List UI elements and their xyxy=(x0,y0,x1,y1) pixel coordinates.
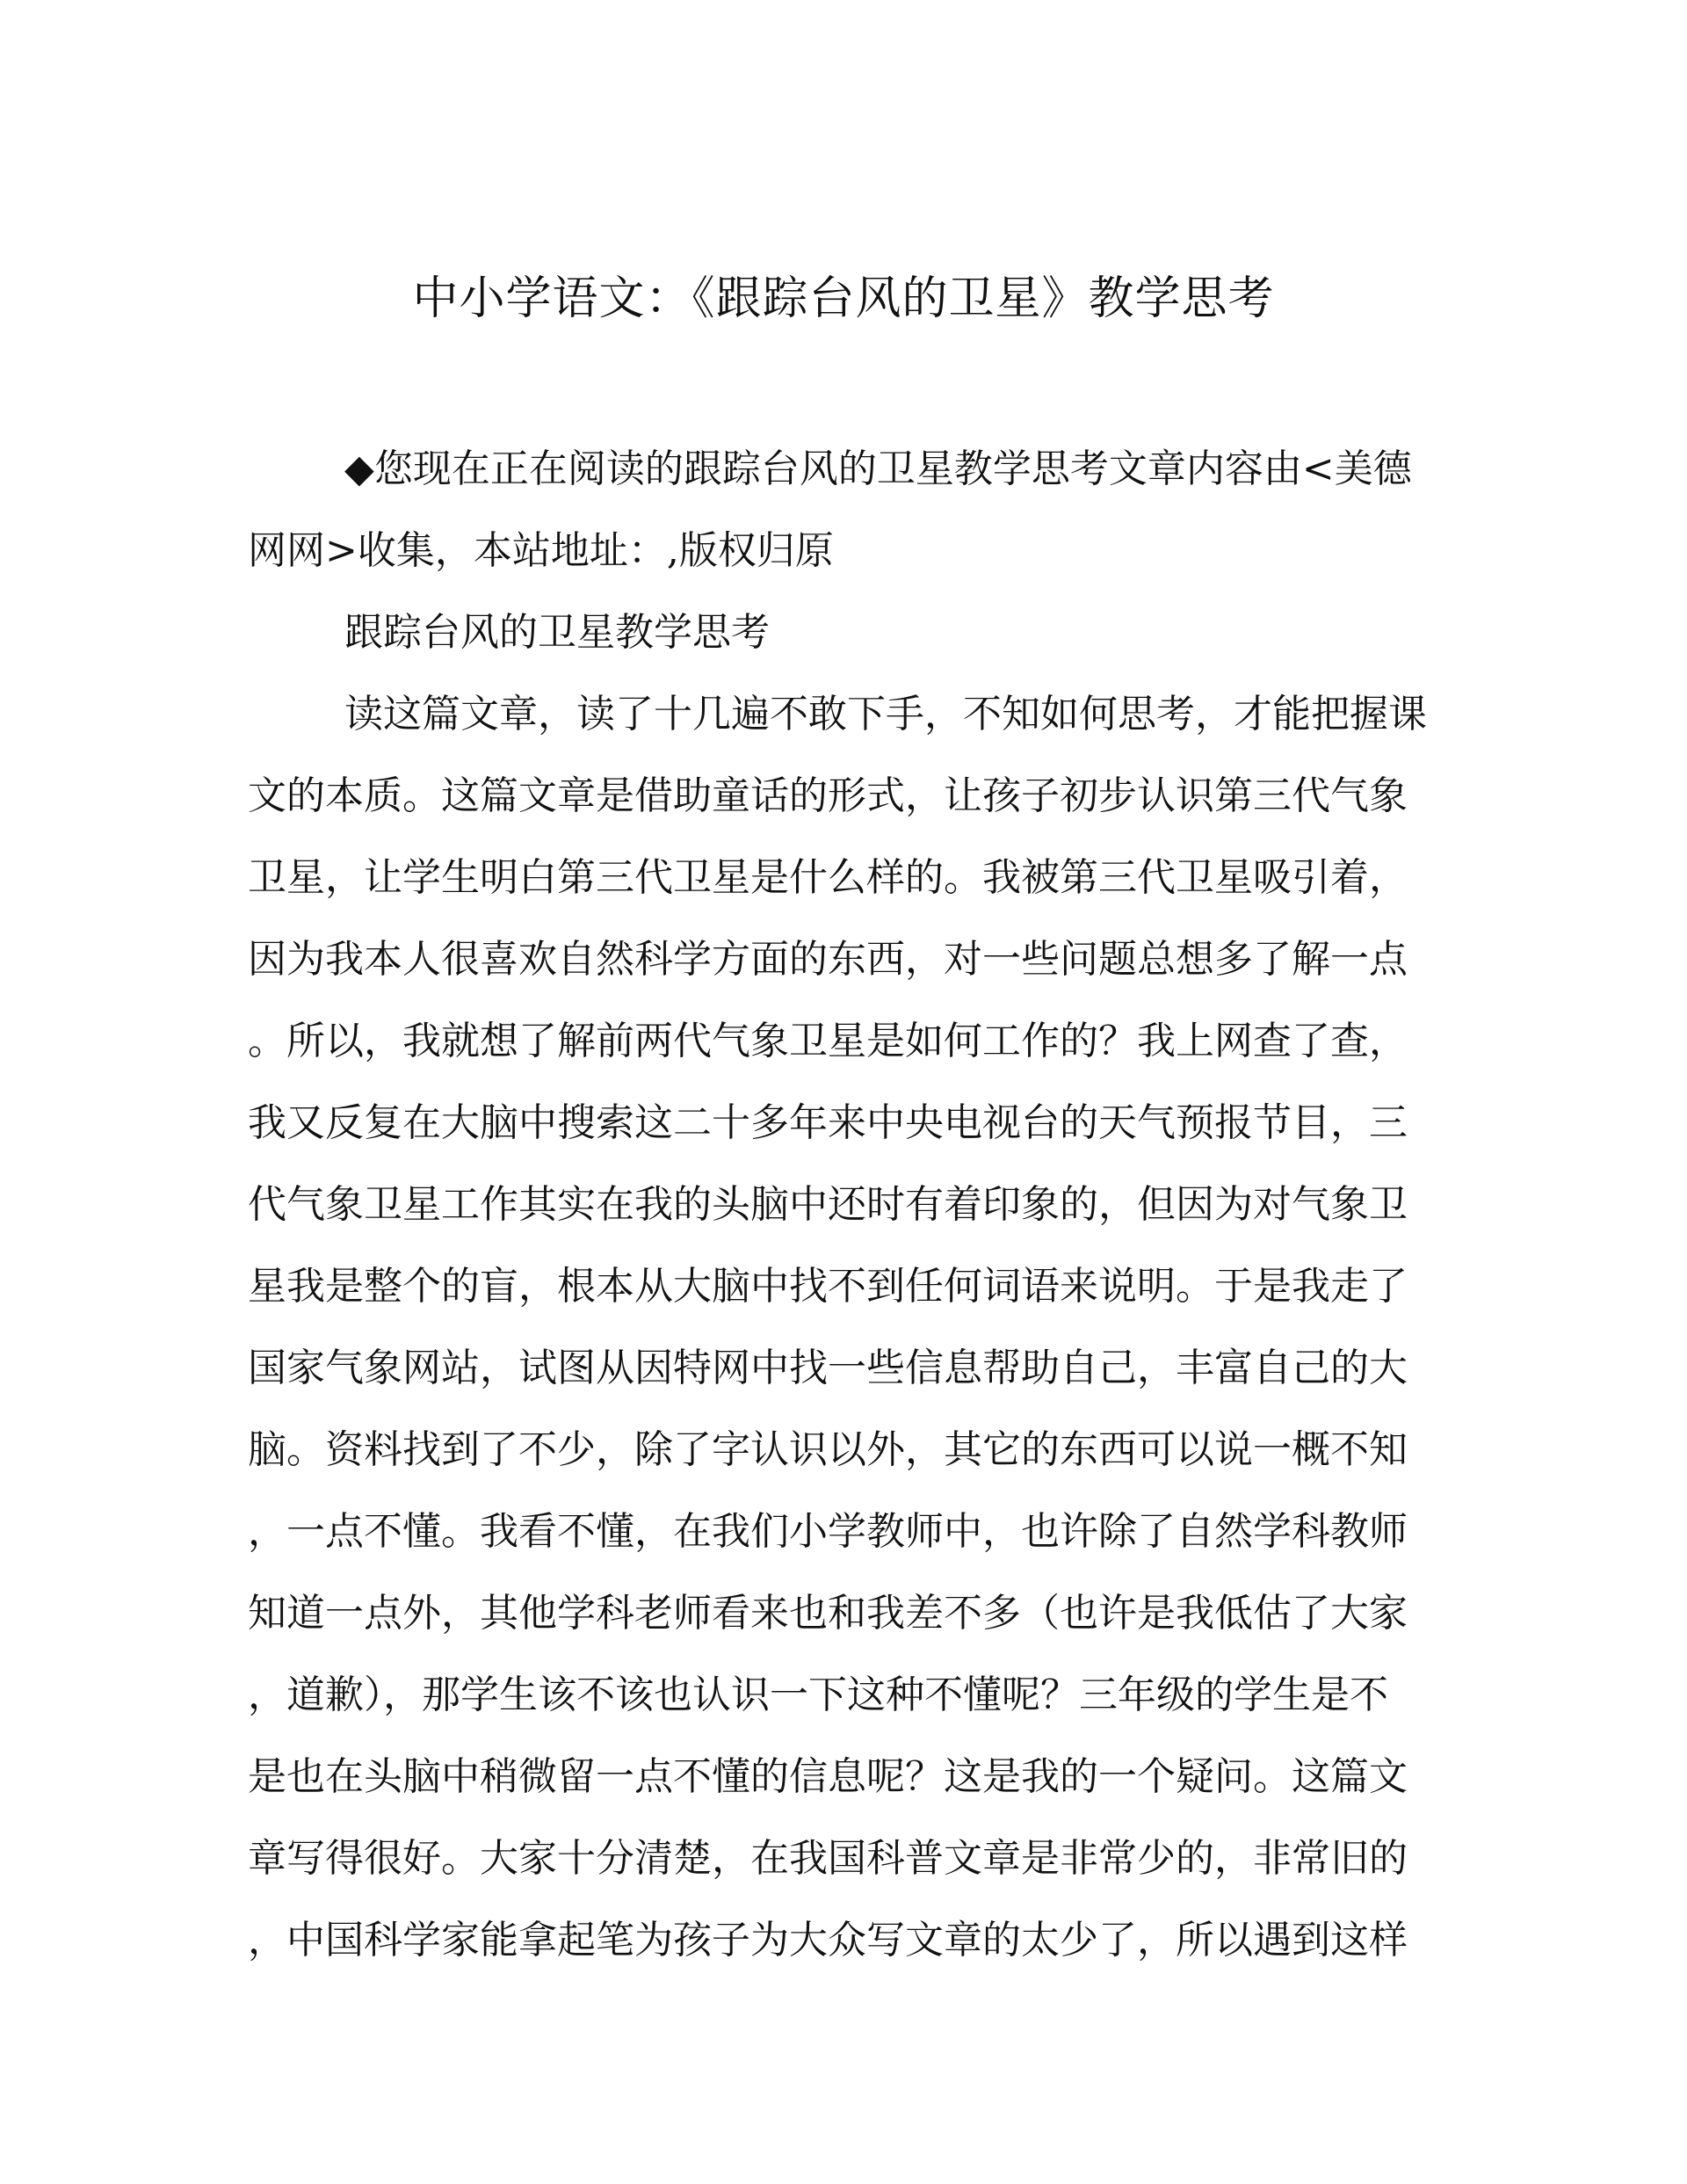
text-line xyxy=(0,1245,1687,1327)
text-line xyxy=(0,428,1687,510)
text-line-content: ◆您现在正在阅读的跟踪台风的卫星教学思考文章内容由<美德 xyxy=(344,446,1412,491)
text-line-content: 星我是整个的盲，根本从大脑中找不到任何词语来说明。于是我走了 xyxy=(248,1264,1408,1309)
text-line-content: 章写得很好。大家十分清楚，在我国科普文章是非常少的，非常旧的 xyxy=(248,1836,1408,1881)
text-line-content: 卫星，让学生明白第三代卫星是什么样的。我被第三代卫星吸引着， xyxy=(248,855,1408,900)
text-line-content: 脑。资料找到了不少，除了字认识以外，其它的东西可以说一概不知 xyxy=(248,1427,1408,1472)
text-line xyxy=(0,673,1687,755)
text-line xyxy=(0,1899,1687,1981)
text-line xyxy=(0,591,1687,673)
text-line xyxy=(0,1736,1687,1818)
text-line xyxy=(0,1409,1687,1491)
text-line-content: 。所以，我就想了解前两代气象卫星是如何工作的？我上网查了查， xyxy=(248,1019,1408,1063)
text-line-content: 网网>收集，本站地址：,版权归原 xyxy=(248,528,834,573)
text-line-content: 知道一点外，其他学科老师看来也和我差不多（也许是我低估了大家 xyxy=(248,1591,1408,1636)
text-line xyxy=(0,755,1687,837)
text-line xyxy=(0,1818,1687,1899)
text-line xyxy=(0,1491,1687,1572)
text-line-content: 我又反复在大脑中搜索这二十多年来中央电视台的天气预报节目，三 xyxy=(248,1100,1408,1145)
text-line xyxy=(0,1572,1687,1654)
text-line xyxy=(0,1654,1687,1736)
text-line-content: ，中国科学家能拿起笔为孩子为大众写文章的太少了，所以遇到这样 xyxy=(248,1918,1408,1963)
text-line xyxy=(0,1082,1687,1164)
text-line xyxy=(0,1000,1687,1082)
text-line xyxy=(0,510,1687,591)
text-line xyxy=(0,1164,1687,1245)
text-line-content: 是也在头脑中稍微留一点不懂的信息呢？这是我的一个疑问。这篇文 xyxy=(248,1754,1408,1799)
text-line xyxy=(0,837,1687,918)
text-line xyxy=(0,918,1687,1000)
text-line-content: ，一点不懂。我看不懂，在我们小学教师中，也许除了自然学科教师 xyxy=(248,1509,1408,1554)
text-line-content: 代气象卫星工作其实在我的头脑中还时有着印象的，但因为对气象卫 xyxy=(248,1182,1408,1227)
text-line-content: 国家气象网站，试图从因特网中找一些信息帮助自己，丰富自己的大 xyxy=(248,1346,1408,1390)
text-line-content: 跟踪台风的卫星教学思考 xyxy=(344,610,770,655)
text-line-content: 文的本质。这篇文章是借助童话的形式，让孩子初步认识第三代气象 xyxy=(248,773,1408,818)
document-title: 中小学语文：《跟踪台风的卫星》教学思考 xyxy=(412,272,1275,325)
text-line-content: 因为我本人很喜欢自然科学方面的东西，对一些问题总想多了解一点 xyxy=(248,937,1408,982)
text-line-content: 读这篇文章，读了十几遍不敢下手，不知如何思考，才能把握课 xyxy=(344,692,1427,736)
text-line xyxy=(0,1327,1687,1409)
text-line-content: ，道歉），那学生该不该也认识一下这种不懂呢？三年级的学生是不 xyxy=(248,1672,1388,1717)
